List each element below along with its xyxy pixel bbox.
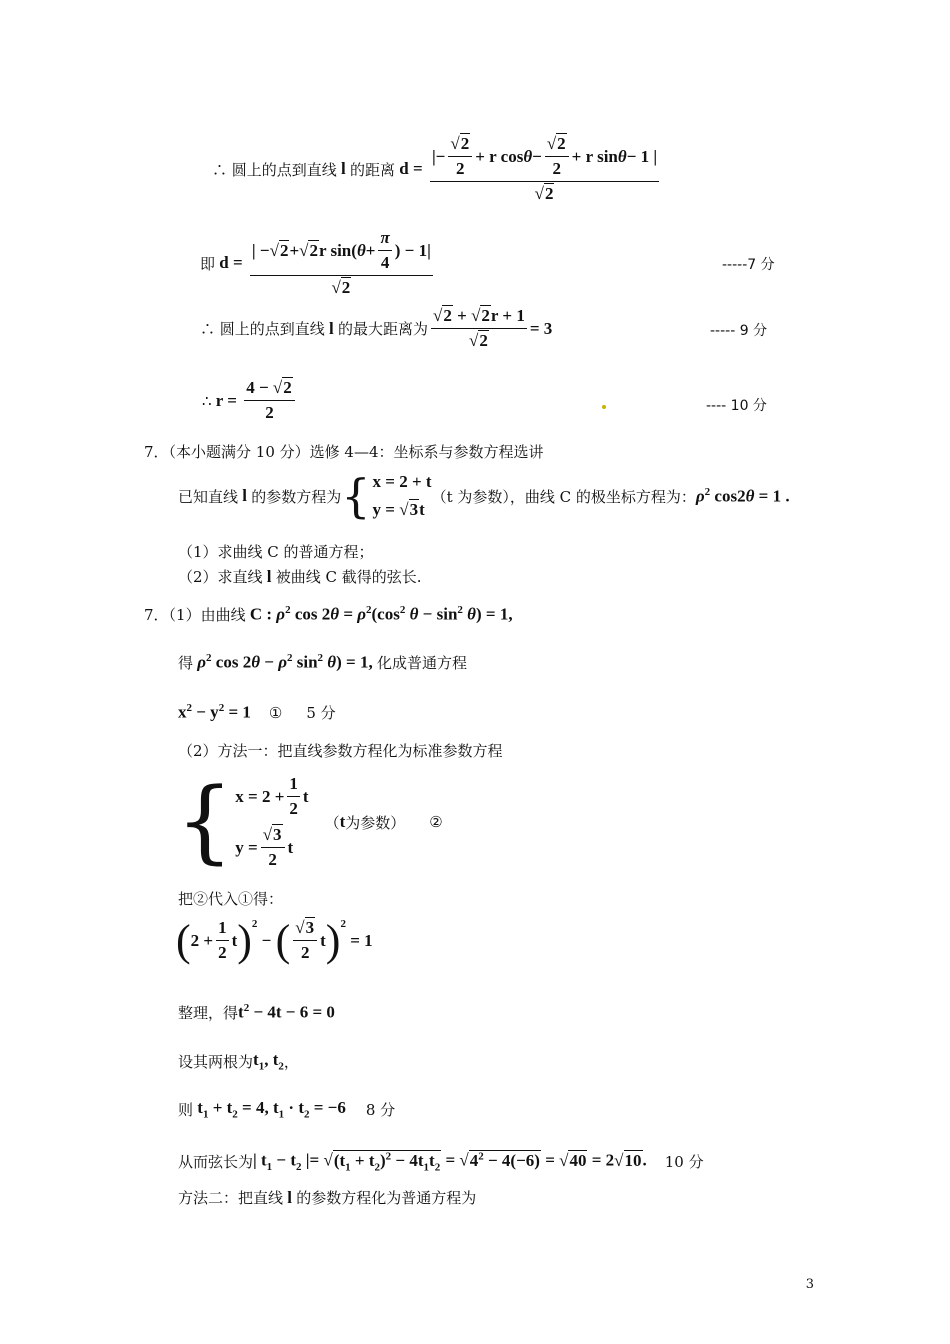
simplified-distance-line xyxy=(200,228,436,298)
math: $x^2 - y^2 = 1$ xyxy=(178,702,251,722)
score-9: ----- 9 分 xyxy=(710,323,768,339)
radius-result-line xyxy=(202,378,298,423)
math-l: l xyxy=(336,159,351,178)
math-eq: = 3 xyxy=(529,318,553,338)
brace: { xyxy=(341,469,371,523)
text: ∴ 圆上的点到直线 xyxy=(200,320,325,338)
quadratic-line xyxy=(178,1002,335,1023)
math: $\rho^2$ $\cos 2\theta - \rho^2$ $\sin^2 \theta) = 1$, xyxy=(197,652,377,672)
math: C : $\rho^2$ $\cos 2\theta = \rho^2(\cos^2$ $\theta - \sin^2 \theta) = 1$, xyxy=(245,604,513,624)
text: ∴ 圆上的点到直线 xyxy=(212,160,337,179)
score-8: 8 分 xyxy=(365,1100,396,1119)
math-l: l xyxy=(283,1187,297,1207)
polar-equation: $\rho^2$ cos2θ = 1 . xyxy=(695,485,790,506)
math-l: l xyxy=(262,566,276,586)
solution-step-1 xyxy=(144,604,513,625)
math-eq: d = xyxy=(215,253,247,272)
standard-param-equations xyxy=(176,769,443,874)
param-equations: x = 2 + t y = √3t xyxy=(372,472,432,519)
text: 化成普通方程 xyxy=(376,654,467,672)
method-2-intro xyxy=(178,1187,476,1208)
method-1-intro xyxy=(178,740,503,761)
radius-fraction: $\frac{4 - √2}{2}$ xyxy=(244,378,295,423)
text: 方法二：把直线 xyxy=(178,1189,284,1207)
text: 把②代入①得： xyxy=(178,890,284,908)
substitute-line xyxy=(178,888,283,909)
hyperbola-equation xyxy=(178,702,336,723)
problem-given xyxy=(178,469,790,523)
text: ， xyxy=(283,1052,299,1071)
page-number: 3 xyxy=(805,1277,814,1292)
distance-fraction: |− $\frac{√2}{2}$ + r cos θ − $\frac{√2}{2}$ + r sin θ − 1 | √2 xyxy=(431,134,658,203)
text: 的参数方程为 xyxy=(251,487,342,506)
score-5: 5 分 xyxy=(306,704,336,722)
math-l: l xyxy=(324,318,339,338)
text: （t 为参数），曲线 C 的极坐标方程为： xyxy=(431,487,696,506)
score-10b: 10 分 xyxy=(664,1153,704,1172)
text: 的最大距离为 xyxy=(338,320,429,338)
text: （2）方法一：把直线参数方程化为标准参数方程 xyxy=(178,742,503,760)
simplified-fraction: | − √2 + √2 r sin( θ + $\frac{\pi}{4}$ ) − 1| √2 xyxy=(251,228,431,297)
text: （2）求直线 xyxy=(178,568,263,586)
math: ( 2 + $\frac{1}{2}$ t ) 2 − ( $\frac{√3}{2}$ t ) 2 = 1 xyxy=(176,915,373,965)
max-distance-line xyxy=(200,306,552,351)
score-7: -----7 分 xyxy=(722,257,775,273)
mark: ① xyxy=(268,703,283,722)
math-eq: d = xyxy=(395,159,427,178)
question-2 xyxy=(178,566,422,587)
text: 7．（本小题满分 10 分）选修 4—4：坐标系与参数方程选讲 xyxy=(144,443,544,461)
text: 7．（1）由曲线 xyxy=(144,606,246,624)
text: （1）求曲线 C 的普通方程； xyxy=(178,543,374,561)
math-t: t xyxy=(339,812,346,831)
max-distance-fraction: $\frac{√2 + √2r + 1}{√2}$ xyxy=(433,306,525,350)
solution-step-2 xyxy=(178,652,467,673)
math: $t_1$, $t_2$ xyxy=(253,1050,284,1073)
substituted-equation xyxy=(176,915,373,965)
text: 整理，得 xyxy=(178,1004,239,1022)
math-r: r = xyxy=(211,390,242,410)
math: $t_1 + t_2 = 4$, $t_1 \cdot t_2 = -6$ xyxy=(193,1098,346,1121)
problem-7-title xyxy=(144,441,544,462)
text: 得 xyxy=(178,654,194,672)
math: $t^2 - 4t - 6 = 0$ xyxy=(238,1002,335,1022)
text: 为参数） xyxy=(345,813,406,832)
text: 即 xyxy=(200,254,216,273)
text: 已知直线 xyxy=(178,487,239,506)
text: 则 xyxy=(178,1100,194,1119)
text: （ xyxy=(324,813,340,832)
question-1 xyxy=(178,541,374,562)
math-l: l xyxy=(238,486,252,505)
param-stack: x = 2 + $\frac{1}{2}$ t y = $\frac{√3}{2}$ t xyxy=(235,774,309,869)
score-10: ---- 10 分 xyxy=(706,398,767,414)
chord-length-line xyxy=(178,1150,704,1173)
brace: { xyxy=(176,769,234,874)
text: 的距离 xyxy=(350,160,396,179)
math: | $t_1 - t_2$ |= $√(t_1 + t_2)^2 - 4t_1t_2 = √4^2 - 4(-6) = √40 = 2√10$. xyxy=(253,1150,647,1174)
text: 被曲线 C 截得的弦长. xyxy=(275,568,422,586)
vieta-line xyxy=(178,1098,395,1120)
text: 从而弦长为 xyxy=(178,1153,254,1172)
text: 的参数方程化为普通方程为 xyxy=(296,1189,477,1207)
roots-line xyxy=(178,1050,299,1072)
stray-dot xyxy=(602,405,606,409)
mark: ② xyxy=(429,813,443,831)
text: ∴ xyxy=(202,391,212,410)
distance-formula-line xyxy=(212,134,662,204)
text: 设其两根为 xyxy=(178,1052,254,1071)
